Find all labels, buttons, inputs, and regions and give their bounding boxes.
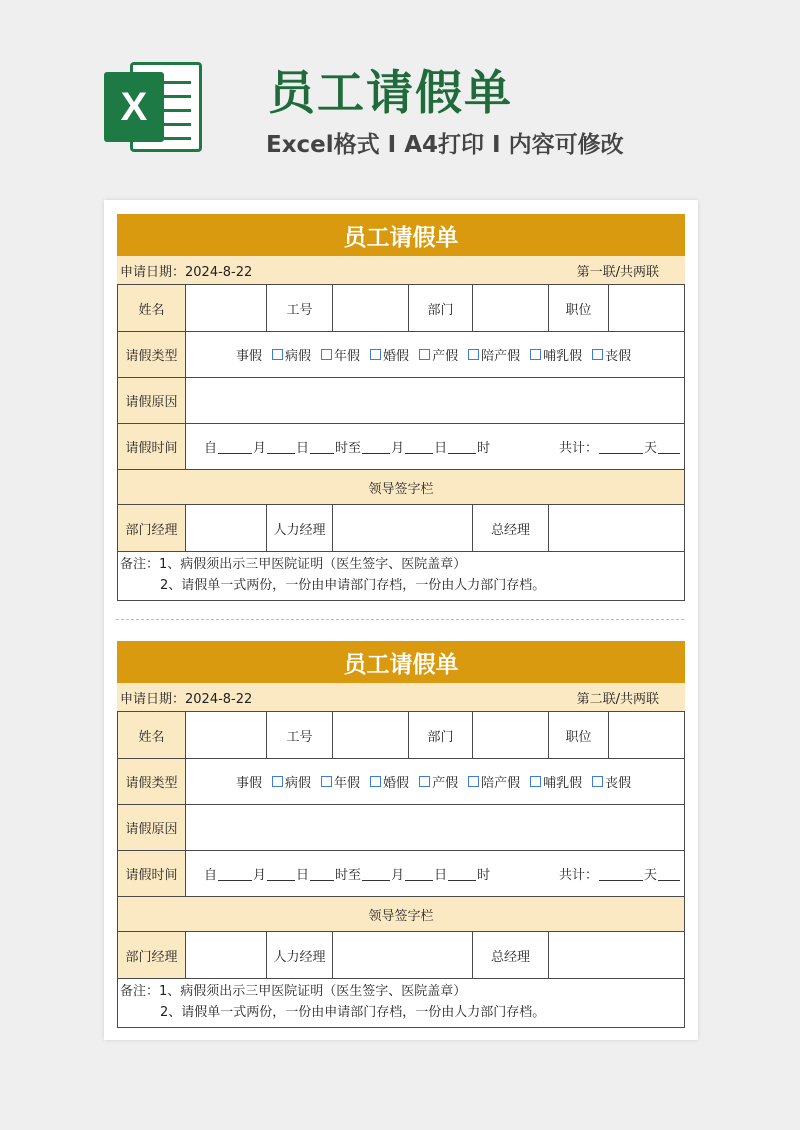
name-label: 姓名 [117, 284, 186, 332]
month-text: 月 [253, 868, 267, 883]
cut-divider [116, 619, 684, 620]
note-line-1: 备注：1、病假须出示三甲医院证明（医生签字、医院盖章） [120, 984, 467, 999]
general-manager-sign[interactable] [548, 504, 685, 552]
time-to-text: 时至 [335, 868, 362, 883]
checkbox-icon[interactable] [321, 776, 332, 787]
leave-type-label-text: 年假 [334, 349, 361, 364]
reason-label: 请假原因 [117, 804, 186, 851]
day-text: 日 [296, 441, 310, 456]
checkbox-icon[interactable] [530, 776, 541, 787]
name-input[interactable] [185, 284, 267, 332]
month-text: 月 [391, 868, 405, 883]
from-text: 自 [204, 868, 218, 883]
department-label: 部门 [408, 711, 473, 759]
note-line-2: 2、请假单一式两份，一份由申请部门存档，一份由人力部门存档。 [160, 1005, 546, 1020]
leave-type-label-text: 陪产假 [481, 349, 521, 364]
dept-manager-label: 部门经理 [117, 504, 186, 552]
leave-time-field[interactable] [185, 850, 685, 897]
total-text: 共计： [558, 441, 598, 456]
name-input[interactable] [185, 711, 267, 759]
leave-type-label-text: 病假 [285, 349, 312, 364]
position-input[interactable] [608, 711, 685, 759]
leave-type-label-text: 丧假 [605, 349, 632, 364]
leave-type-label-text: 年假 [334, 776, 361, 791]
leave-type-option[interactable] [419, 772, 458, 791]
form-title: 员工请假单 [117, 641, 685, 683]
copy-label: 第一联/共两联 [576, 264, 659, 280]
checkbox-icon[interactable] [468, 349, 479, 360]
leave-type-option[interactable] [530, 772, 582, 791]
checkbox-icon[interactable] [272, 776, 283, 787]
leave-type-options [185, 331, 685, 378]
notes [117, 978, 685, 1028]
general-manager-sign[interactable] [548, 931, 685, 979]
checkbox-icon[interactable] [370, 776, 381, 787]
leave-type-label-text: 哺乳假 [543, 776, 583, 791]
reason-label: 请假原因 [117, 377, 186, 424]
checkbox-icon[interactable] [468, 776, 479, 787]
form-title: 员工请假单 [117, 214, 685, 256]
days-text: 天 [643, 441, 657, 456]
department-label: 部门 [408, 284, 473, 332]
position-label: 职位 [548, 284, 609, 332]
checkbox-icon[interactable] [592, 776, 603, 787]
leave-type-label-text: 事假 [236, 349, 263, 364]
position-input[interactable] [608, 284, 685, 332]
leave-type-option[interactable] [468, 345, 520, 364]
general-manager-label: 总经理 [472, 504, 549, 552]
position-label: 职位 [548, 711, 609, 759]
employee-id-label: 工号 [266, 711, 333, 759]
name-label: 姓名 [117, 711, 186, 759]
page-title: 员工请假单 [268, 66, 513, 121]
excel-logo-icon [104, 58, 202, 156]
leave-type-label-text: 婚假 [383, 349, 410, 364]
leave-time-label: 请假时间 [117, 423, 186, 470]
leave-type-option[interactable] [592, 772, 631, 791]
sign-header: 领导签字栏 [117, 896, 685, 932]
month-text: 月 [391, 441, 405, 456]
hr-manager-label: 人力经理 [266, 931, 333, 979]
leave-type-option[interactable] [530, 345, 582, 364]
leave-type-label-text: 产假 [432, 349, 459, 364]
reason-input[interactable] [185, 804, 685, 851]
employee-id-label: 工号 [266, 284, 333, 332]
checkbox-icon[interactable] [530, 349, 541, 360]
leave-type-label-text: 丧假 [605, 776, 632, 791]
leave-type-label-text: 事假 [236, 776, 263, 791]
total-text: 共计： [558, 868, 598, 883]
dept-manager-sign[interactable] [185, 504, 267, 552]
checkbox-icon[interactable] [321, 349, 332, 360]
leave-type-label-text: 病假 [285, 776, 312, 791]
day-text: 日 [434, 441, 448, 456]
hr-manager-label: 人力经理 [266, 504, 333, 552]
meta-row [117, 256, 685, 284]
leave-time-field[interactable] [185, 423, 685, 470]
time-text: 时 [477, 441, 491, 456]
leave-type-label-text: 哺乳假 [543, 349, 583, 364]
department-input[interactable] [472, 284, 549, 332]
day-text: 日 [434, 868, 448, 883]
leave-time-label: 请假时间 [117, 850, 186, 897]
leave-type-option[interactable] [321, 772, 360, 791]
meta-row [117, 683, 685, 711]
apply-date: 申请日期：2024-8-22 [120, 691, 253, 707]
leave-type-option[interactable] [272, 345, 311, 364]
checkbox-icon[interactable] [419, 349, 430, 360]
copy-label: 第二联/共两联 [576, 691, 659, 707]
time-text: 时 [477, 868, 491, 883]
leave-type-label-text: 婚假 [383, 776, 410, 791]
note-line-2: 2、请假单一式两份，一份由申请部门存档，一份由人力部门存档。 [160, 578, 546, 593]
note-line-1: 备注：1、病假须出示三甲医院证明（医生签字、医院盖章） [120, 557, 467, 572]
excel-x-badge: X [104, 72, 164, 142]
department-input[interactable] [472, 711, 549, 759]
days-text: 天 [643, 868, 657, 883]
leave-type-label: 请假类型 [117, 758, 186, 805]
leave-type-option[interactable] [468, 772, 520, 791]
sign-header: 领导签字栏 [117, 469, 685, 505]
checkbox-icon[interactable] [272, 349, 283, 360]
month-text: 月 [253, 441, 267, 456]
from-text: 自 [204, 441, 218, 456]
day-text: 日 [296, 868, 310, 883]
apply-date: 申请日期：2024-8-22 [120, 264, 253, 280]
leave-type-option[interactable] [370, 345, 409, 364]
leave-type-option[interactable] [592, 345, 631, 364]
hr-manager-sign[interactable] [332, 931, 473, 979]
notes [117, 551, 685, 601]
reason-input[interactable] [185, 377, 685, 424]
leave-type-option[interactable] [236, 345, 262, 364]
checkbox-icon[interactable] [592, 349, 603, 360]
time-to-text: 时至 [335, 441, 362, 456]
leave-type-option[interactable] [419, 345, 458, 364]
leave-type-label-text: 陪产假 [481, 776, 521, 791]
checkbox-icon[interactable] [419, 776, 430, 787]
leave-type-label-text: 产假 [432, 776, 459, 791]
leave-type-option[interactable] [272, 772, 311, 791]
dept-manager-sign[interactable] [185, 931, 267, 979]
employee-id-input[interactable] [332, 711, 409, 759]
hr-manager-sign[interactable] [332, 504, 473, 552]
leave-type-option[interactable] [370, 772, 409, 791]
employee-id-input[interactable] [332, 284, 409, 332]
leave-type-options [185, 758, 685, 805]
leave-type-option[interactable] [321, 345, 360, 364]
page-subtitle: Excel格式 I A4打印 I 内容可修改 [266, 132, 624, 158]
dept-manager-label: 部门经理 [117, 931, 186, 979]
leave-type-option[interactable] [236, 772, 262, 791]
checkbox-icon[interactable] [370, 349, 381, 360]
leave-type-label: 请假类型 [117, 331, 186, 378]
general-manager-label: 总经理 [472, 931, 549, 979]
